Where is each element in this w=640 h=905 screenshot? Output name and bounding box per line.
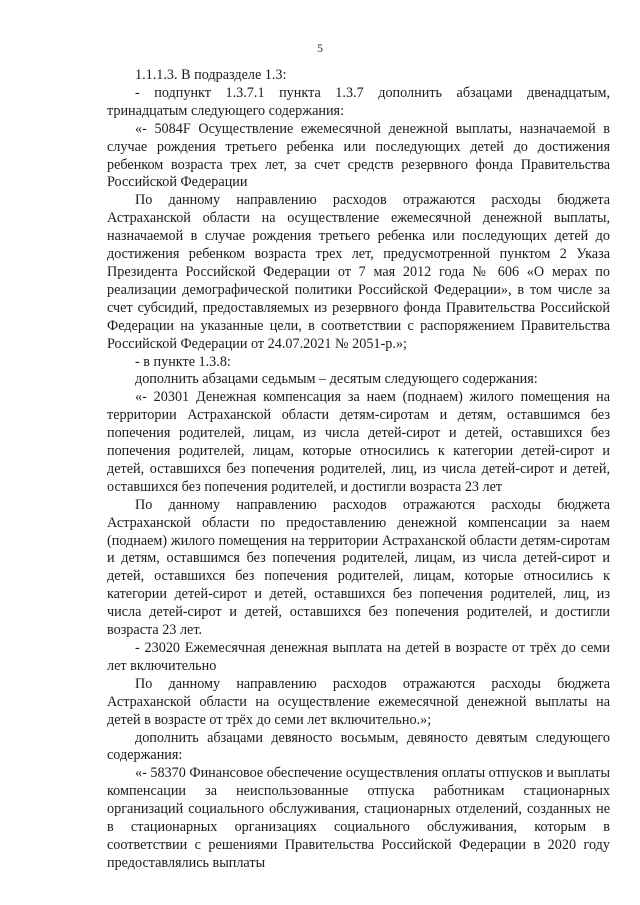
paragraph: дополнить абзацами седьмым – десятым следующего содержания: bbox=[135, 371, 538, 388]
paragraph: - подпункт 1.3.7.1 пункта 1.3.7 дополнить абзацами двенадцатым, тринадцатым следующего содержания: bbox=[107, 84, 610, 119]
paragraph: «- 58370 Финансовое обеспечение осуществления оплаты отпусков и выплаты компенсации за неиспользованные отпуска работникам стационарных организаций социального обслуживания, стационарных отделений, созданных не в стационарных организациях социального обслуживания, которым в соответствии с решениями Правительства Российской Федерации в 2020 году предоставлялись выплаты bbox=[107, 765, 610, 871]
page-number: 5 bbox=[317, 41, 323, 55]
paragraph: дополнить абзацами девяносто восьмым, девяносто девятым следующего содержания: bbox=[107, 729, 610, 764]
paragraph: 1.1.1.3. В подразделе 1.3: bbox=[135, 67, 287, 83]
paragraph: По данному направлению расходов отражаются расходы бюджета Астраханской области на осуществление ежемесячной денежной выплаты, назначаемой в случае рождения третьего ребенка или последующих детей до достижения ребенком возраста трех лет, предусмотренной пунктом 2 Указа Президента Российской Федерации от 7 мая 2012 года № 606 «О мерах по реализации демографической политики Российской Федерации», в том числе за счет субсидий, предоставляемых из резервного фонда Правительства Российской Федерации на указанные цели, в соответствии с распоряжением Правительства Российской Федерации от 24.07.2021 № 2051-р.»; bbox=[107, 192, 610, 352]
paragraph: «- 5084F Осуществление ежемесячной денежной выплаты, назначаемой в случае рождения третьего ребенка или последующих детей до достижения ребенком возраста трех лет, за счет средств резервного фонда Правительства Российской Федерации bbox=[107, 120, 610, 191]
paragraph: По данному направлению расходов отражаются расходы бюджета Астраханской области на осуществление ежемесячной денежной выплаты на детей в возрасте от трёх до семи лет включительно.»; bbox=[107, 675, 610, 728]
paragraph: «- 20301 Денежная компенсация за наем (поднаем) жилого помещения на территории Астраханской области детям-сиротам и детям, оставшимся без попечения родителей, лицам, из числа детей-сирот и детей, оставшихся без попечения родителей, лицам, которые относились к категории детей-сирот и детей, оставшихся без попечения родителей, лиц, из числа детей-сирот и детей, оставшихся без попечения родителей, и достигли возраста 23 лет bbox=[107, 389, 610, 495]
document-body bbox=[107, 67, 610, 873]
paragraph: - 23020 Ежемесячная денежная выплата на детей в возрасте от трёх до семи лет включительно bbox=[107, 640, 610, 674]
paragraph: По данному направлению расходов отражаются расходы бюджета Астраханской области по предоставлению денежной компенсации за наем (поднаем) жилого помещения на территории Астраханской области детям-сиротам и детям, оставшимся без попечения родителей, лицам, из числа детей-сирот и детей, оставшихся без попечения родителей, лицам, которые относились к категории детей-сирот и детей, оставшихся без попечения родителей, лиц, из числа детей-сирот и детей, оставшихся без попечения родителей, и достигли возраста 23 лет. bbox=[107, 496, 610, 639]
paragraph: - в пункте 1.3.8: bbox=[135, 353, 231, 370]
